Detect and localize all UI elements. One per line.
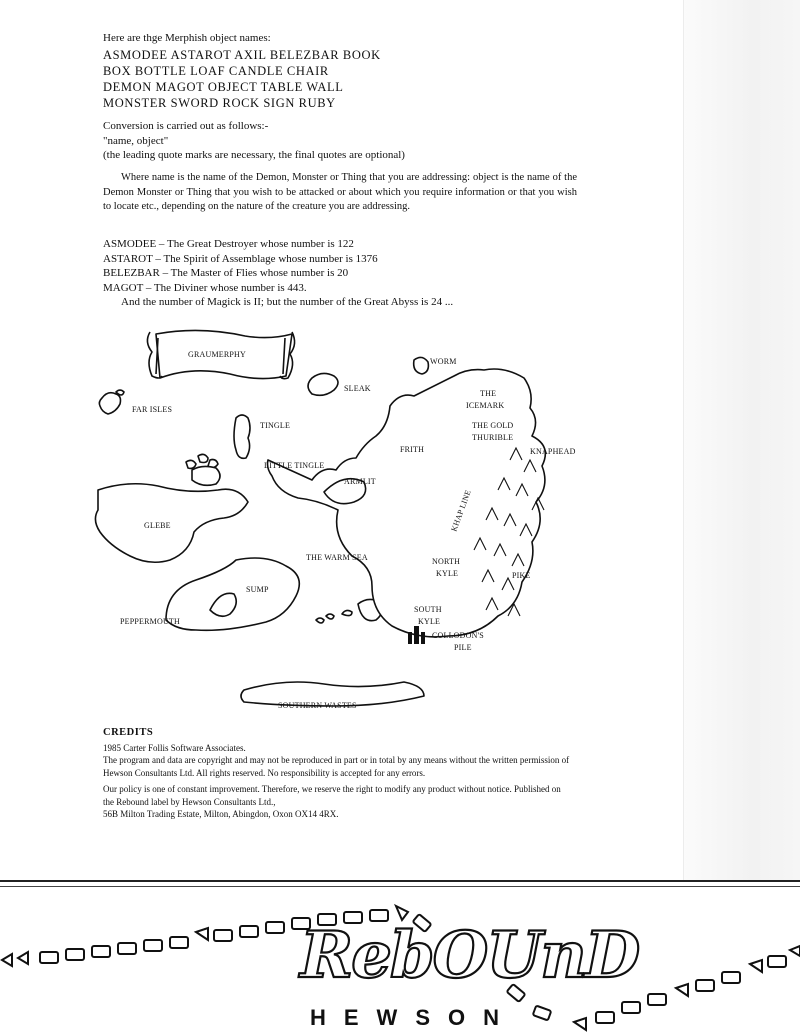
sleak-shape	[308, 373, 338, 395]
map-label: SOUTHERN WASTES	[278, 701, 357, 710]
addressing-paragraph: Where name is the name of the Demon, Monster or Thing that you are addressing: object is the name of the Demon Monster or Thing that you wish to be attacked or about which you require information or that you wish to locate etc., depending on the nature of the creature you are addressing.	[103, 172, 577, 212]
object-names-row: BOX BOTTLE LOAF CANDLE CHAIR	[103, 64, 329, 78]
map-label: GLEBE	[144, 521, 171, 530]
world-map	[80, 320, 600, 720]
demon-entry: ASTAROT – The Spirit of Assemblage whose number is 1376	[103, 252, 378, 265]
map-label: SOUTH	[414, 605, 442, 614]
hewson-logo: HEWSON	[310, 1005, 517, 1030]
map-label: ARMLIT	[344, 477, 376, 486]
demon-entry: ASMODEE – The Great Destroyer whose number is 122	[103, 238, 354, 250]
object-names-row: ASMODEE ASTAROT AXIL BELEZBAR BOOK	[103, 48, 381, 62]
map-label: KYLE	[418, 617, 441, 626]
map-label: SLEAK	[344, 384, 371, 393]
map-label: KYLE	[436, 569, 459, 578]
object-names-list	[103, 47, 381, 111]
map-label: FRITH	[400, 445, 425, 454]
map-label: GRAUMERPHY	[188, 350, 247, 359]
policy-paragraph	[103, 783, 573, 821]
map-label: WORM	[430, 357, 457, 366]
glebe-shape	[95, 484, 248, 563]
object-names-row: DEMON MAGOT OBJECT TABLE WALL	[103, 80, 344, 94]
footer-rule	[0, 880, 800, 882]
page-fold-line	[683, 0, 684, 880]
conversion-syntax: "name, object"	[103, 134, 169, 147]
credits-section	[103, 727, 573, 825]
map-label: THE WARM SEA	[306, 553, 368, 562]
demon-entry: BELEZBAR – The Master of Flies whose number is 20	[103, 267, 349, 279]
conversion-line: Conversion is carried out as follows:-	[103, 120, 269, 132]
object-names-row: MONSTER SWORD ROCK SIGN RUBY	[103, 96, 336, 110]
conversion-block	[103, 119, 573, 163]
rebound-logo: RebOUnD	[300, 918, 639, 993]
copyright-line: 1985 Carter Follis Software Associates.	[103, 742, 246, 753]
conversion-note: (the leading quote marks are necessary, the final quotes are optional)	[103, 149, 405, 161]
worm-shape	[414, 357, 429, 374]
address-text: 56B Milton Trading Estate, Milton, Abingdon, Oxon OX14 4RX.	[103, 809, 339, 819]
map-label: THE	[480, 389, 497, 398]
tingle-shape	[234, 415, 250, 458]
map-label: KNAPHEAD	[530, 447, 576, 456]
demon-list	[103, 237, 453, 310]
policy-text: Our policy is one of constant improvement. Therefore, we reserve the right to modify any product without notice. Published on the Rebound label by Hewson Consultants Ltd.,	[103, 784, 561, 807]
map-label: ICEMARK	[466, 401, 505, 410]
magick-note: And the number of Magick is II; but the number of the Great Abyss is 24 ...	[121, 296, 454, 308]
footer-rule-thin	[0, 886, 800, 887]
map-label: SUMP	[246, 585, 269, 594]
map-label: PIKE	[512, 571, 531, 580]
object-names-intro: Here are thge Merphish object names:	[103, 32, 271, 44]
map-label: FAR ISLES	[132, 405, 173, 414]
map-label: LITTLE TINGLE	[264, 461, 325, 470]
map-label: PEPPERMOUTH	[120, 617, 180, 626]
copyright-paragraph: The program and data are copyright and may not be reproduced in part or in total by any means without the written permission of Hewson Consultants Ltd. All rights reserved. No responsibility is accepted for any errors.	[103, 755, 570, 778]
demon-entry: MAGOT – The Diviner whose number is 443.	[103, 281, 307, 294]
map-label: THURIBLE	[472, 433, 514, 442]
credits-heading: CREDITS	[103, 727, 154, 738]
map-label: PILE	[454, 643, 472, 652]
far-isles-shape	[99, 393, 120, 414]
map-label: THE GOLD	[472, 421, 514, 430]
map-label: COLLODON'S	[432, 631, 484, 640]
page-fold-shadow	[683, 0, 800, 880]
map-label: KHAP LINE	[449, 488, 473, 533]
map-label: TINGLE	[260, 421, 291, 430]
map-label: NORTH	[432, 557, 461, 566]
